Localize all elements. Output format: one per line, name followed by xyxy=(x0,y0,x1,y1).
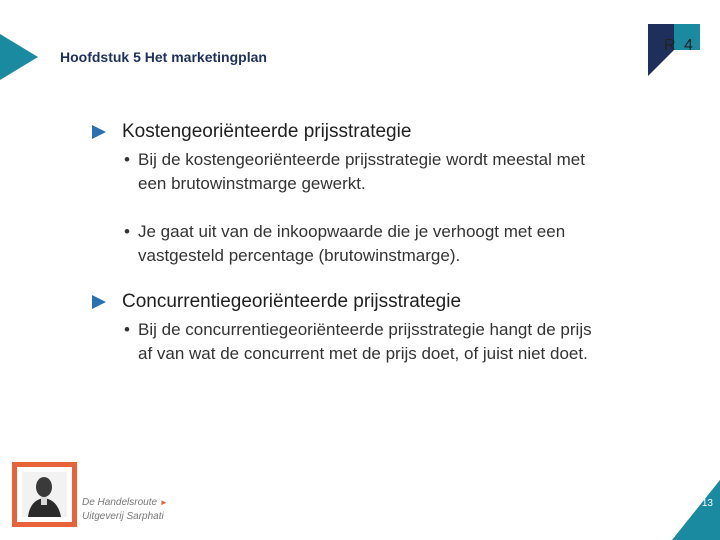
page-number: 13 xyxy=(701,498,713,509)
bullet-dot-icon: • xyxy=(124,222,130,241)
portrait-icon xyxy=(22,472,67,517)
bullet-dot-icon: • xyxy=(124,150,130,169)
left-accent-triangle xyxy=(0,34,38,80)
bullet-dot-icon: • xyxy=(124,320,130,339)
bullet-arrow-icon xyxy=(92,125,106,139)
bullet-1-1-line-2: een brutowinstmarge gewerkt. xyxy=(138,174,366,193)
chapter-title: Hoofdstuk 5 Het marketingplan xyxy=(60,49,267,65)
bullet-1-1 xyxy=(92,148,702,196)
bullet-2-1-line-1: Bij de concurrentiegeoriënteerde prijsstrategie hangt de prijs xyxy=(138,320,592,339)
bullet-1-2-line-2: vastgesteld percentage (brutowinstmarge). xyxy=(138,246,461,265)
section-heading-2 xyxy=(92,290,702,314)
logo-arrow-icon: ► xyxy=(159,498,168,507)
logo-line-1-text: De Handelsroute xyxy=(82,497,158,508)
bullet-2-1 xyxy=(92,318,702,366)
bullet-1-2 xyxy=(92,220,702,268)
section-heading-1-text: Kostengeoriënteerde prijsstrategie xyxy=(122,121,412,142)
bullet-arrow-icon xyxy=(92,295,106,309)
bullet-1-1-line-1: Bij de kostengeoriënteerde prijsstrategie wordt meestal met xyxy=(138,150,585,169)
bullet-1-2-line-1: Je gaat uit van de inkoopwaarde die je verhoogt met een xyxy=(138,222,566,241)
page-number-triangle xyxy=(672,480,720,540)
corner-letter-4: 4 xyxy=(684,37,693,54)
section-heading-2-text: Concurrentiegeoriënteerde prijsstrategie xyxy=(122,291,462,312)
logo-line-1 xyxy=(82,497,168,508)
publisher-logo xyxy=(12,462,77,527)
corner-letter-r: R xyxy=(664,37,676,54)
logo-line-2: Uitgeverij Sarphati xyxy=(82,511,164,522)
bullet-2-1-line-2: af van wat de concurrent met de prijs doet, of juist niet doet. xyxy=(138,344,588,363)
section-heading-1 xyxy=(92,120,702,144)
slide-content xyxy=(92,120,702,366)
